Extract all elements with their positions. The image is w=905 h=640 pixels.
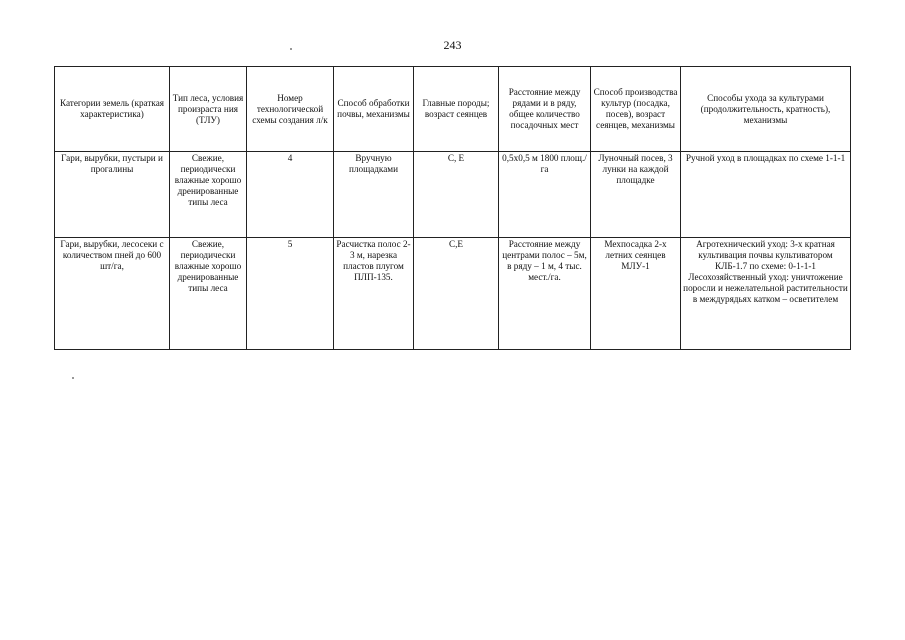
cell-spacing: Расстояние между центрами полос – 5м, в ряду – 1 м, 4 тыс. мест./га. (499, 238, 591, 350)
header-forest-type: Тип леса, условия произраста ния (ТЛУ) (170, 67, 247, 152)
table-row (55, 152, 851, 238)
header-care-methods: Способы ухода за культурами (продолжительность, кратность), механизмы (681, 67, 851, 152)
table-header-row (55, 67, 851, 152)
cell-care-methods: Ручной уход в площадках по схеме 1-1-1 (681, 152, 851, 238)
cell-production-method: Луночный посев, 3 лунки на каждой площадке (591, 152, 681, 238)
cell-main-species: С, Е (414, 152, 499, 238)
table-row (55, 238, 851, 350)
cell-forest-type: Свежие, периодически влажные хорошо дренированные типы леса (170, 152, 247, 238)
cell-land-category: Гари, вырубки, лесосеки с количеством пней до 600 шт/га, (55, 238, 170, 350)
cell-soil-treatment: Расчистка полос 2-3 м, нарезка пластов плугом ПЛП-135. (334, 238, 414, 350)
scan-speck (290, 48, 292, 50)
cell-land-category: Гари, вырубки, пустыри и прогалины (55, 152, 170, 238)
cell-scheme-number: 5 (247, 238, 334, 350)
header-spacing: Расстояние между рядами и в ряду, общее количество посадочных мест (499, 67, 591, 152)
cell-production-method: Мехпосадка 2-х летних сеянцев МЛУ-1 (591, 238, 681, 350)
forest-crops-table (54, 66, 851, 350)
scan-speck (72, 377, 74, 379)
cell-spacing: 0,5х0,5 м 1800 площ./га (499, 152, 591, 238)
cell-scheme-number: 4 (247, 152, 334, 238)
header-production-method: Способ производства культур (посадка, посев), возраст сеянцев, механизмы (591, 67, 681, 152)
header-scheme-number: Номер технологической схемы создания л/к (247, 67, 334, 152)
cell-forest-type: Свежие, периодически влажные хорошо дренированные типы леса (170, 238, 247, 350)
cell-soil-treatment: Вручную площадками (334, 152, 414, 238)
cell-care-methods: Агротехнический уход: 3-х кратная культивация почвы культиватором КЛБ-1.7 по схеме: 0-1-1-1 Лесохозяйственный уход: уничтожение поросли и нежелательной растительности в междурядьях катком – осветителем (681, 238, 851, 350)
page-number: 243 (443, 38, 462, 52)
header-land-category: Категории земель (краткая характеристика) (55, 67, 170, 152)
header-soil-treatment: Способ обработки почвы, механизмы (334, 67, 414, 152)
cell-main-species: С,Е (414, 238, 499, 350)
header-main-species: Главные породы; возраст сеянцев (414, 67, 499, 152)
